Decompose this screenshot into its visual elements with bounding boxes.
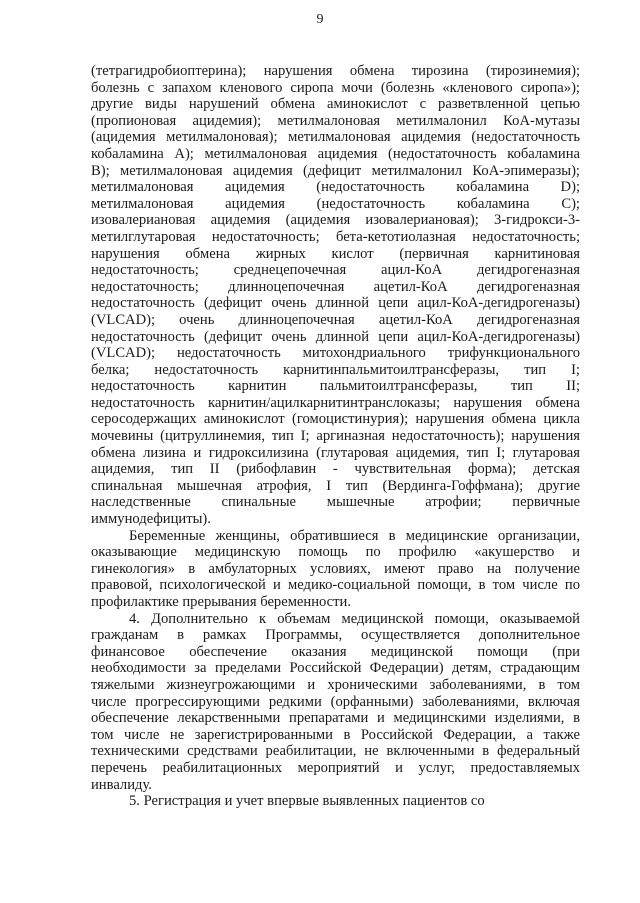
- text-line: перечень реабилитационных мероприятий и услуг, предоставляемых: [91, 759, 580, 776]
- text-line: недостаточность карнитин пальмитоилтрансферазы, тип II;: [91, 378, 580, 395]
- text-line: кобаламина А); метилмалоновая ацидемия (недостаточность кобаламина: [91, 145, 580, 162]
- text-line: том числе не зарегистрированными в Российской Федерации, а также: [91, 726, 580, 743]
- text-line: недостаточность (дефицит очень длинной цепи ацил-КоА-дегидрогеназы): [91, 328, 580, 345]
- text-line: ацидемия, тип II (рибофлавин - чувствительная форма); детская: [91, 461, 580, 478]
- text-line: 4. Дополнительно к объемам медицинской помощи, оказываемой: [129, 610, 580, 627]
- text-line: серосодержащих аминокислот (гомоцистинурия); нарушения обмена цикла: [91, 411, 580, 428]
- text-line: финансовое обеспечение оказания медицинской помощи (при: [91, 643, 580, 660]
- text-line: числе прогрессирующими редкими (орфанными) заболеваниями, включая: [91, 693, 580, 710]
- text-line: иммунодефициты).: [91, 511, 211, 528]
- text-line: недостаточность (дефицит очень длинной цепи ацил-КоА-дегидрогеназы): [91, 295, 580, 312]
- text-line: 5. Регистрация и учет впервые выявленных пациентов со: [129, 793, 485, 810]
- paragraph: [91, 611, 580, 794]
- document-body: [91, 63, 580, 810]
- text-line: техническими средствами реабилитации, не включенными в федеральный: [91, 743, 580, 760]
- text-line: (тетрагидробиоптерина); нарушения обмена тирозина (тирозинемия);: [91, 63, 580, 79]
- text-line: (пропионовая ацидемия); метилмалоновая метилмалонил КоА-мутазы: [91, 112, 580, 129]
- paragraph: [91, 528, 580, 611]
- text-line: недостаточность; среднецепочечная ацил-КоА дегидрогеназная: [91, 262, 580, 279]
- text-line: правовой, психологической и медико-социальной помощи, в том числе по: [91, 577, 580, 594]
- text-line: необходимости за пределами Российской Федерации) детям, страдающим: [91, 660, 580, 677]
- text-line: (ацидемия метилмалоновая); метилмалоновая ацидемия (недостаточность: [91, 129, 580, 146]
- text-line: (VLCAD); недостаточность митохондриального трифункционального: [91, 345, 580, 362]
- text-line: тяжелыми жизнеугрожающими и хроническими заболеваниями, в том: [91, 676, 580, 693]
- paragraph: [91, 793, 580, 810]
- text-line: метилмалоновая ацидемия (недостаточность кобаламина D);: [91, 179, 580, 196]
- text-line: нарушения обмена жирных кислот (первичная карнитиновая: [91, 245, 580, 262]
- text-line: инвалиду.: [91, 776, 152, 793]
- text-line: В); метилмалоновая ацидемия (дефицит метилмалонил КоА-эпимеразы);: [91, 162, 580, 179]
- text-line: мочевины (цитруллинемия, тип I; аргиназная недостаточность); нарушения: [91, 428, 580, 445]
- text-line: гражданам в рамках Программы, осуществляется дополнительное: [91, 627, 580, 644]
- text-line: обмена лизина и гидроксилизина (глутаровая ацидемия, тип I; глутаровая: [91, 444, 580, 461]
- text-line: (VLCAD); очень длинноцепочечная ацетил-КоА дегидрогеназная: [91, 311, 580, 328]
- text-line: гинекология» в амбулаторных условиях, имеют право на получение: [91, 560, 580, 577]
- text-line: недостаточность; длинноцепочечная ацетил-КоА дегидрогеназная: [91, 278, 580, 295]
- text-line: другие виды нарушений обмена аминокислот с разветвленной цепью: [91, 96, 580, 113]
- paragraph: [91, 63, 580, 528]
- page-number: 9: [316, 12, 324, 27]
- text-line: профилактике прерывания беременности.: [91, 594, 352, 610]
- text-line: болезнь с запахом кленового сиропа мочи (болезнь «кленового сиропа»);: [91, 79, 580, 96]
- text-line: белка; недостаточность карнитинпальмитоилтрансферазы, тип I;: [91, 361, 580, 378]
- text-line: оказывающие медицинскую помощь по профилю «акушерство и: [91, 544, 580, 561]
- text-line: спинальная мышечная атрофия, I тип (Вердинга-Гоффмана); другие: [91, 477, 580, 494]
- text-line: метилглутаровая недостаточность; бета-кетотиолазная недостаточность;: [91, 228, 580, 245]
- text-line: наследственные спинальные мышечные атрофии; первичные: [91, 494, 580, 511]
- text-line: изовалериановая ацидемия (ацидемия изовалериановая); 3-гидрокси-3-: [91, 212, 580, 229]
- text-line: недостаточность карнитин/ацилкарнитинтранслоказы; нарушения обмена: [91, 394, 580, 411]
- text-line: обеспечение лекарственными препаратами и медицинскими изделиями, в: [91, 710, 580, 727]
- text-line: метилмалоновая ацидемия (недостаточность кобаламина С);: [91, 195, 580, 212]
- text-line: Беременные женщины, обратившиеся в медицинские организации,: [129, 527, 580, 544]
